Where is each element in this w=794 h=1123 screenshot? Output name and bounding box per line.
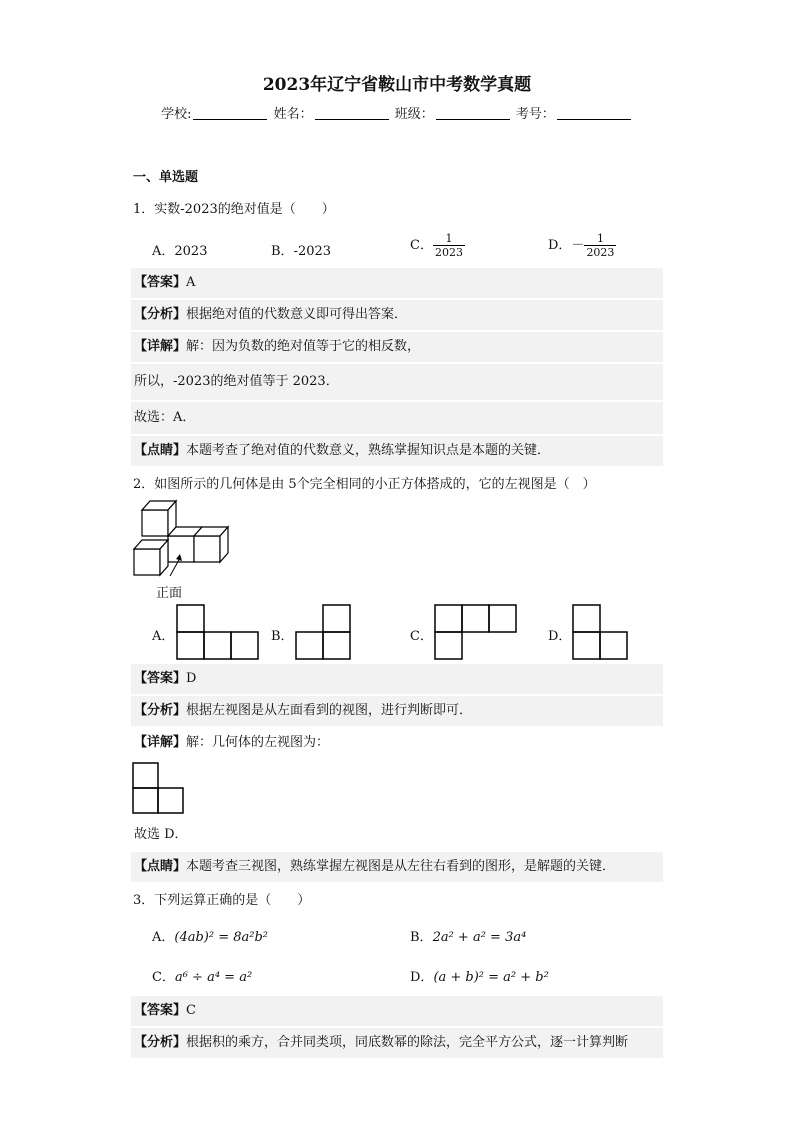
comment-text: 本题考查三视图，熟练掌握左视图是从左往右看到的图形，是解题的关键． (186, 859, 616, 874)
q3-option-a (152, 926, 268, 945)
q2-option-a-figure (176, 604, 260, 661)
q3-answer (131, 996, 663, 1026)
q1-option-b: B．-2023 (271, 244, 332, 259)
q1-option-a: A．2023 (152, 244, 208, 259)
option-label: A． (152, 930, 175, 945)
front-label: 正面 (156, 586, 183, 601)
q2-option-b-label: B． (271, 629, 294, 644)
student-info-line (0, 103, 794, 122)
fraction-denominator: 2023 (586, 246, 615, 259)
school-label: 学校: (161, 107, 192, 122)
q2-analysis (131, 696, 663, 726)
analysis-text: 根据绝对值的代数意义即可得出答案． (186, 307, 408, 322)
q1-detail (131, 332, 663, 362)
name-blank[interactable] (315, 105, 389, 120)
option-label: D． (410, 970, 434, 985)
number-blank[interactable] (557, 105, 631, 120)
q1-comment (131, 436, 663, 466)
q2-option-d-figure (572, 604, 629, 661)
comment-tag: 【点睛】 (134, 859, 187, 874)
q3-analysis (131, 1028, 663, 1058)
answer-value: C (186, 1003, 196, 1018)
q1-option-d-fraction (584, 232, 616, 259)
option-label: B． (410, 930, 433, 945)
q2-option-b-figure (295, 604, 352, 661)
cube-figure (128, 496, 243, 580)
analysis-text: 根据左视图是从左面看到的视图，进行判断即可． (186, 703, 473, 718)
option-label: C． (152, 970, 175, 985)
answer-value: A (186, 275, 196, 290)
fraction-denominator: 2023 (434, 246, 463, 259)
q2-detail (131, 728, 663, 758)
answer-tag: 【答案】 (134, 671, 187, 686)
answer-tag: 【答案】 (134, 275, 187, 290)
q1-option-c-label: C． (410, 238, 433, 253)
q2-comment (131, 852, 663, 882)
school-blank[interactable] (193, 105, 267, 120)
q2-choose: 故选 D． (134, 827, 188, 842)
comment-tag: 【点睛】 (134, 443, 187, 458)
fraction-numerator: 1 (445, 232, 453, 245)
q2-left-view-figure (132, 762, 186, 816)
section-heading: 一、单选题 (133, 170, 199, 185)
q2-option-c-label: C． (410, 629, 433, 644)
q2-option-c-figure (434, 604, 518, 661)
number-label: 考号： (515, 107, 555, 122)
class-blank[interactable] (436, 105, 510, 120)
detail-text: 解：因为负数的绝对值等于它的相反数， (186, 339, 421, 354)
q2-option-d-label: D． (548, 629, 572, 644)
comment-text: 本题考查了绝对值的代数意义，熟练掌握知识点是本题的关键． (186, 443, 551, 458)
q1-choose: 故选：A． (131, 402, 663, 434)
q1-analysis (131, 300, 663, 330)
name-label: 姓名： (273, 107, 313, 122)
question-3-stem: 3．下列运算正确的是（ ） (133, 893, 311, 908)
option-expression: (a + b)² = a² + b² (433, 970, 549, 985)
question-2-stem: 2．如图所示的几何体是由 5个完全相同的小正方体搭成的，它的左视图是（ ） (133, 477, 596, 492)
class-label: 班级： (394, 107, 434, 122)
fraction-numerator: 1 (596, 232, 604, 245)
q1-option-c-fraction (433, 232, 465, 259)
q2-option-a-label: A． (152, 629, 175, 644)
detail-text: 解：几何体的左视图为： (186, 735, 330, 750)
q3-option-b (410, 926, 526, 945)
q3-option-c (152, 966, 252, 985)
page-title: 2023年辽宁省鞍山市中考数学真题 (262, 75, 532, 95)
detail-tag: 【详解】 (134, 339, 187, 354)
q1-answer (131, 268, 663, 298)
q1-option-c (410, 232, 465, 259)
option-expression: a⁶ ÷ a⁴ = a² (174, 970, 253, 985)
option-expression: (4ab)² = 8a²b² (174, 930, 269, 945)
analysis-tag: 【分析】 (134, 703, 187, 718)
q2-answer (131, 664, 663, 694)
detail-tag: 【详解】 (134, 735, 187, 750)
answer-tag: 【答案】 (134, 1003, 187, 1018)
option-expression: 2a² + a² = 3a⁴ (432, 930, 527, 945)
q1-detail-2: 所以，-2023的绝对值等于 2023． (131, 364, 663, 400)
analysis-tag: 【分析】 (134, 1035, 187, 1050)
question-1-stem: 1．实数-2023的绝对值是（ ） (133, 202, 335, 217)
q1-option-d (548, 232, 616, 259)
answer-value: D (186, 671, 197, 686)
analysis-text: 根据积的乘方，合并同类项，同底数幂的除法，完全平方公式，逐一计算判断 (186, 1035, 629, 1050)
q1-option-d-label: D．－ (548, 238, 585, 253)
analysis-tag: 【分析】 (134, 307, 187, 322)
q3-option-d (410, 966, 549, 985)
